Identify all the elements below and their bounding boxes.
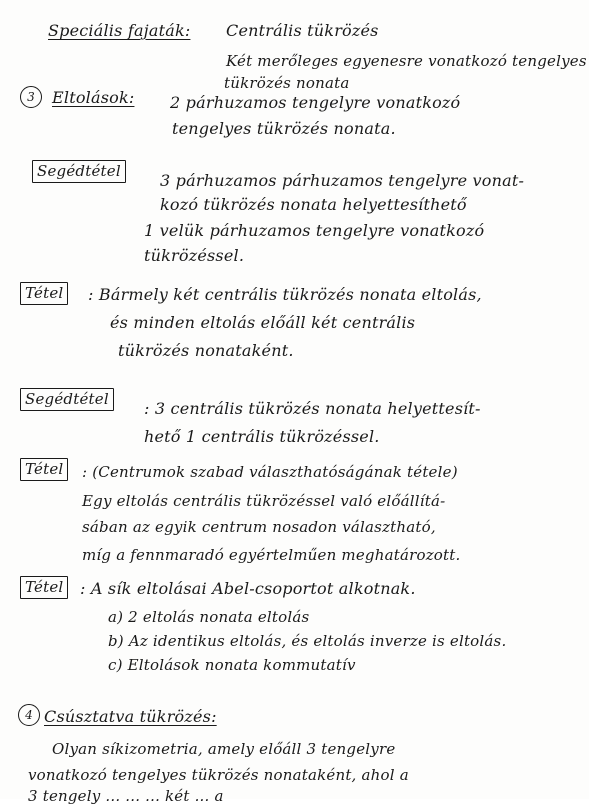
theorem-1-line-2: és minden eltolás előáll két centrális <box>110 313 416 332</box>
theorem-3-item-b: b) Az identikus eltolás, és eltolás inverze is eltolás. <box>108 632 507 650</box>
lemma-1-line-4: tükrözéssel. <box>144 246 245 265</box>
lemma-2-line-1: : 3 centrális tükrözés nonata helyettesít- <box>144 399 481 418</box>
theorem-2-line-2: Egy eltolás centrális tükrözéssel való előállítá- <box>82 492 446 510</box>
translations-line-2: tengelyes tükrözés nonata. <box>172 119 396 138</box>
translations-line-1: 2 párhuzamos tengelyre vonatkozó <box>170 93 461 112</box>
theorem-3-label: Tétel <box>20 576 68 599</box>
theorem-1-label: Tétel <box>20 282 68 305</box>
theorem-2-line-3: sában az egyik centrum nosadon választható, <box>82 518 436 536</box>
item-number-3: 3 <box>20 86 42 108</box>
special-cases-line-2: tükrözés nonata <box>224 74 350 92</box>
theorem-3-item-a: a) 2 eltolás nonata eltolás <box>108 608 310 626</box>
glide-reflection-line-1: Olyan síkizometria, amely előáll 3 tengelyre <box>52 740 396 758</box>
glide-reflection-heading: Csúsztatva tükrözés: <box>44 707 217 726</box>
theorem-3-line-1: : A sík eltolásai Abel-csoportot alkotnak. <box>80 579 416 598</box>
theorem-2-label: Tétel <box>20 458 68 481</box>
translations-heading: Eltolások: <box>52 88 135 107</box>
theorem-3-item-c: c) Eltolások nonata kommutatív <box>108 656 356 674</box>
theorem-2-line-1: : (Centrumok szabad választhatóságának tétele) <box>82 463 458 481</box>
theorem-1-line-3: tükrözés nonataként. <box>118 341 294 360</box>
glide-reflection-line-2: vonatkozó tengelyes tükrözés nonataként, ahol a <box>28 766 409 784</box>
item-number-4: 4 <box>18 704 40 726</box>
special-cases-subject: Centrális tükrözés <box>226 21 379 40</box>
theorem-2-line-4: míg a fennmaradó egyértelműen meghatározott. <box>82 546 461 564</box>
lemma-1-line-1: 3 párhuzamos párhuzamos tengelyre vonat- <box>160 171 525 190</box>
lemma-1-label: Segédtétel <box>32 160 126 183</box>
lemma-2-label: Segédtétel <box>20 388 114 411</box>
glide-reflection-line-3: 3 tengely ... ... ... két ... a <box>28 787 224 805</box>
special-cases-line-1: Két merőleges egyenesre vonatkozó tengelyes <box>226 52 587 70</box>
lemma-1-line-3: 1 velük párhuzamos tengelyre vonatkozó <box>144 221 485 240</box>
lemma-1-line-2: kozó tükrözés nonata helyettesíthető <box>160 195 467 214</box>
theorem-1-line-1: : Bármely két centrális tükrözés nonata eltolás, <box>88 285 482 304</box>
special-cases-heading: Speciális fajaták: <box>48 21 191 40</box>
lemma-2-line-2: hető 1 centrális tükrözéssel. <box>144 427 380 446</box>
